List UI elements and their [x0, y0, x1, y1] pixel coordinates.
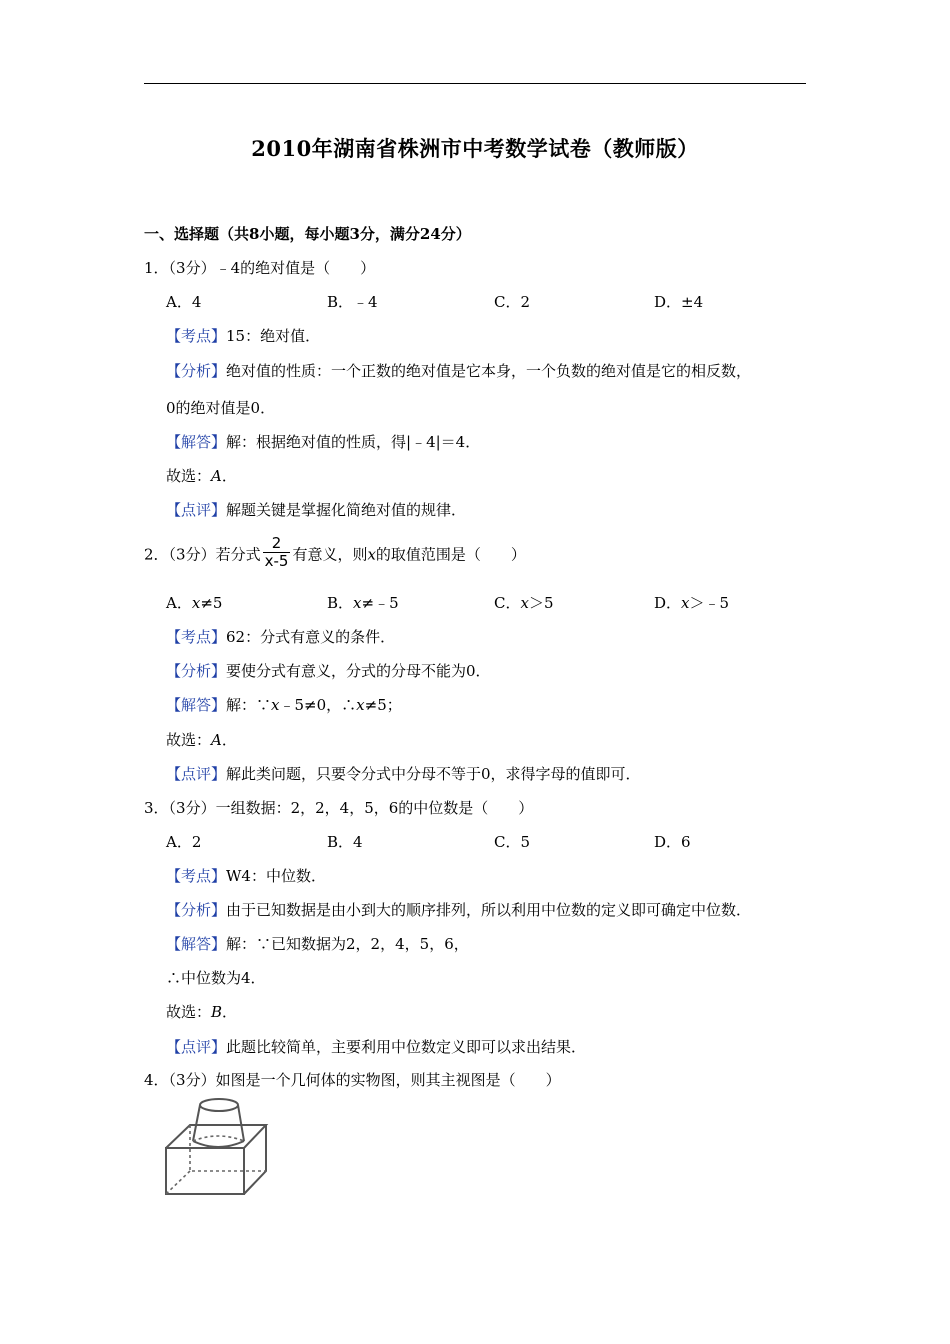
answer-letter: A: [211, 467, 222, 485]
q2-option-c: [494, 593, 554, 613]
fraction-numerator: 2: [271, 534, 282, 552]
jieda-tag: 【解答】: [166, 433, 227, 451]
jieda-tag: 【解答】: [166, 696, 227, 714]
q1-kaodian-text: 15：绝对值．: [226, 327, 321, 345]
q1-dianping-text: 解题关键是掌握化简绝对值的规律．: [226, 501, 467, 519]
answer-suffix: ．: [222, 1003, 238, 1021]
q1-option-b: B．﹣4: [327, 293, 378, 311]
q4-stem: 4．（3分）如图是一个几何体的实物图，则其主视图是（ ）: [144, 1071, 561, 1089]
q1-jieda: [166, 432, 480, 452]
fenxi-tag: 【分析】: [166, 901, 227, 919]
dianping-tag: 【点评】: [166, 1038, 227, 1056]
q1-fenxi-cont: 0的绝对值是0．: [166, 399, 276, 417]
section-heading: 一、选择题（共8小题，每小题3分，满分24分）: [144, 225, 471, 243]
q1-option-c: C．2: [494, 293, 531, 311]
option-var: x: [191, 594, 201, 612]
q1-dianping: [166, 500, 466, 520]
q2-kaodian: [166, 627, 395, 647]
q3-kaodian: [166, 866, 326, 886]
q2-jieda: [166, 695, 402, 715]
answer-prefix: 故选：: [166, 731, 212, 749]
q3-option-a: A．2: [166, 833, 202, 851]
header-rule: [144, 83, 806, 84]
dianping-tag: 【点评】: [166, 765, 227, 783]
option-letter: B．: [327, 594, 354, 612]
q2-jieda-var: x: [271, 696, 280, 714]
frustum-hidden-arc: [193, 1136, 244, 1141]
q3-stem: 3．（3分）一组数据：2，2，4，5，6的中位数是（ ）: [144, 799, 534, 817]
dianping-tag: 【点评】: [166, 501, 227, 519]
q1-answer: [166, 466, 237, 486]
option-letter: D．: [654, 594, 682, 612]
q3-kaodian-text: W4：中位数．: [226, 867, 326, 885]
q3-fenxi-text: 由于已知数据是由小到大的顺序排列，所以利用中位数的定义即可确定中位数．: [226, 901, 752, 919]
q1-fenxi-text: 绝对值的性质：一个正数的绝对值是它本身，一个负数的绝对值是它的相反数，: [226, 362, 752, 380]
frustum-bottom-arc: [193, 1141, 244, 1147]
option-letter: C．: [494, 594, 521, 612]
frustum-left-side: [193, 1105, 200, 1141]
frustum-top-ellipse: [200, 1099, 238, 1111]
page-title: 2010年湖南省株洲市中考数学试卷（教师版）: [251, 136, 699, 161]
answer-suffix: ．: [221, 731, 237, 749]
option-rel: ＞﹣5: [689, 594, 730, 612]
q2-jieda-var: x: [356, 696, 365, 714]
q1-option-d: D．±4: [654, 293, 704, 311]
q3-answer: [166, 1002, 237, 1022]
q3-option-b: B．4: [327, 833, 363, 851]
kaodian-tag: 【考点】: [166, 628, 227, 646]
q2-stem: [144, 534, 526, 570]
q2-fraction: [263, 535, 291, 570]
fenxi-tag: 【分析】: [166, 362, 227, 380]
q2-dianping: [166, 764, 641, 784]
q2-option-a: [166, 593, 222, 613]
q3-option-d: D．6: [654, 833, 691, 851]
option-var: x: [353, 594, 362, 612]
q2-stem-var: x: [367, 545, 376, 564]
q3-jieda-cont: ∴中位数为4．: [166, 969, 266, 987]
box-top-face: [166, 1125, 266, 1148]
q2-stem-part-a: 2．（3分）若分式: [144, 545, 261, 564]
q2-stem-part-b: 有意义，则: [292, 545, 368, 564]
q2-answer: [166, 730, 237, 750]
answer-letter: A: [211, 731, 222, 749]
option-rel: ≠5: [200, 594, 223, 612]
q1-fenxi: [166, 361, 751, 381]
kaodian-tag: 【考点】: [166, 327, 227, 345]
answer-letter: B: [211, 1003, 223, 1021]
answer-suffix: ．: [221, 467, 237, 485]
geometry-solid-figure: [160, 1093, 270, 1199]
q1-option-a: A．4: [166, 293, 202, 311]
q2-option-d: [654, 593, 729, 613]
q2-jieda-part-c: ≠5；: [364, 696, 402, 714]
q3-dianping-text: 此题比较简单，主要利用中位数定义即可以求出结果．: [226, 1038, 587, 1056]
q3-dianping: [166, 1037, 586, 1057]
jieda-tag: 【解答】: [166, 935, 227, 953]
q1-kaodian: [166, 326, 320, 346]
q2-fenxi: [166, 661, 491, 681]
option-var: x: [520, 594, 529, 612]
q1-stem: 1．（3分）﹣4的绝对值是（ ）: [144, 259, 376, 277]
option-letter: A．: [166, 594, 192, 612]
kaodian-tag: 【考点】: [166, 867, 227, 885]
q2-stem-part-c: 的取值范围是（ ）: [375, 545, 526, 564]
q2-jieda-part-b: ﹣5≠0，∴: [279, 696, 357, 714]
q2-jieda-part-a: 解：∵: [226, 696, 272, 714]
q3-jieda-text: 解：∵已知数据为2，2，4，5，6，: [226, 935, 469, 953]
q1-jieda-text: 解：根据绝对值的性质，得|﹣4|＝4．: [226, 433, 481, 451]
q2-option-b: [327, 593, 399, 613]
q3-fenxi: [166, 900, 751, 920]
q3-option-c: C．5: [494, 833, 531, 851]
option-rel: ＞5: [528, 594, 554, 612]
q2-dianping-text: 解此类问题，只要令分式中分母不等于0，求得字母的值即可．: [226, 765, 641, 783]
fraction-denominator: x-5: [264, 552, 289, 570]
q2-kaodian-text: 62：分式有意义的条件．: [226, 628, 396, 646]
option-var: x: [681, 594, 690, 612]
frustum-right-side: [238, 1105, 244, 1141]
answer-prefix: 故选：: [166, 1003, 212, 1021]
fenxi-tag: 【分析】: [166, 662, 227, 680]
box-hidden-diagonal: [166, 1171, 190, 1194]
q2-fenxi-text: 要使分式有意义，分式的分母不能为0．: [226, 662, 491, 680]
q3-jieda: [166, 934, 469, 954]
answer-prefix: 故选：: [166, 467, 212, 485]
option-rel: ≠﹣5: [361, 594, 399, 612]
